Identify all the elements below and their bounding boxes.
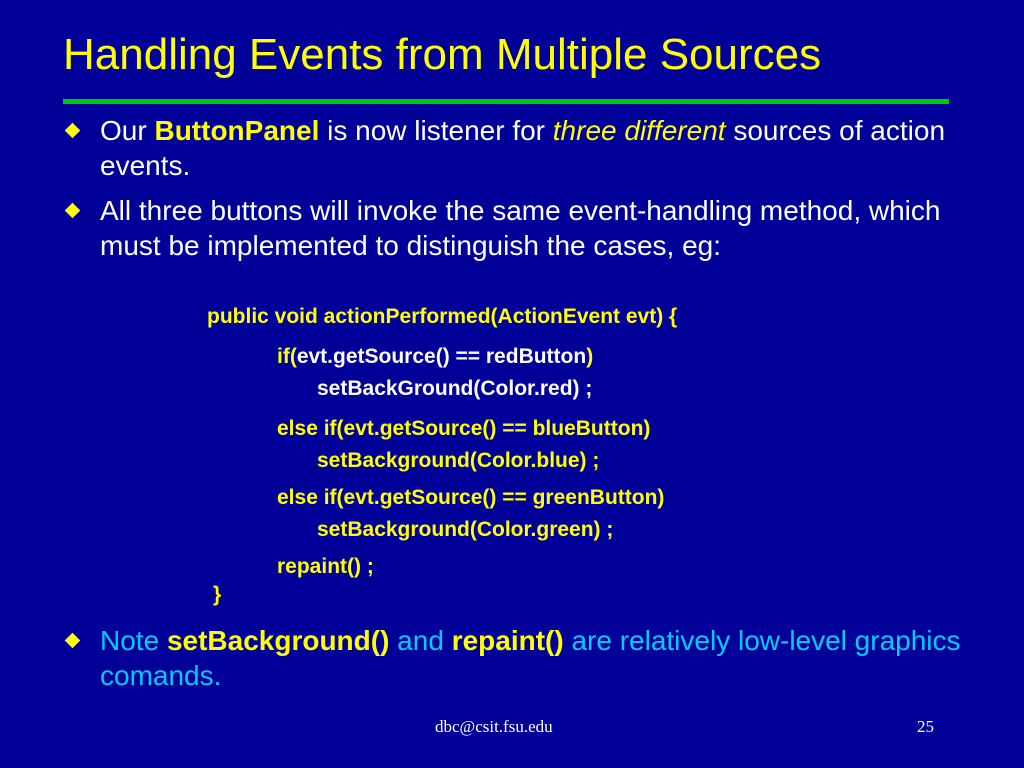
code-line-5: setBackground(Color.blue) ; [317, 449, 600, 472]
diamond-bullet-icon [65, 203, 81, 219]
bullet3-a: Note [100, 625, 167, 656]
bullet-text-2: All three buttons will invoke the same event-handling method, which must be implemented to distinguish the cases, eg: [100, 195, 941, 261]
code-line-9: } [213, 583, 222, 606]
diamond-bullet-icon [65, 633, 81, 649]
code-line-4: else if(evt.getSource() == blueButton) [277, 417, 651, 440]
code-keyword-if: if( [277, 345, 297, 368]
footer-email: dbc@csit.fsu.edu [435, 717, 553, 736]
slide-title: Handling Events from Multiple Sources [63, 30, 822, 79]
bullet1-emphasis: three different [552, 115, 726, 146]
code-block [0, 305, 1024, 615]
bullet-text-3 [100, 623, 1000, 693]
bullet1-e: sources of action events. [100, 115, 946, 181]
bullet3-method1: setBackground() [166, 625, 390, 656]
code-line-1: public void actionPerformed(ActionEvent evt) { [207, 305, 678, 328]
title-underline [63, 99, 949, 104]
bullet3-method2: repaint() [451, 625, 564, 656]
bullet3-e: are relatively low-level graphics comands. [100, 625, 961, 691]
code-condition: evt.getSource() == redButton [296, 345, 587, 368]
code-line-6: else if(evt.getSource() == greenButton) [277, 486, 665, 509]
page-number: 25 [917, 717, 934, 736]
bullet-list-top [0, 113, 1024, 303]
code-line-2 [277, 345, 593, 369]
bullet-list-bottom [0, 623, 1024, 693]
code-line-8: repaint() ; [277, 555, 374, 578]
diamond-bullet-icon [65, 123, 81, 139]
bullet3-c: and [389, 625, 452, 656]
bullet-text-1 [100, 113, 1000, 183]
code-paren: ) [586, 345, 594, 368]
bullet1-classname: ButtonPanel [154, 115, 320, 146]
bullet1-c: is now listener for [319, 115, 553, 146]
code-line-3: setBackGround(Color.red) ; [317, 377, 593, 400]
bullet1-a: Our [100, 115, 155, 146]
code-line-7: setBackground(Color.green) ; [317, 518, 614, 541]
